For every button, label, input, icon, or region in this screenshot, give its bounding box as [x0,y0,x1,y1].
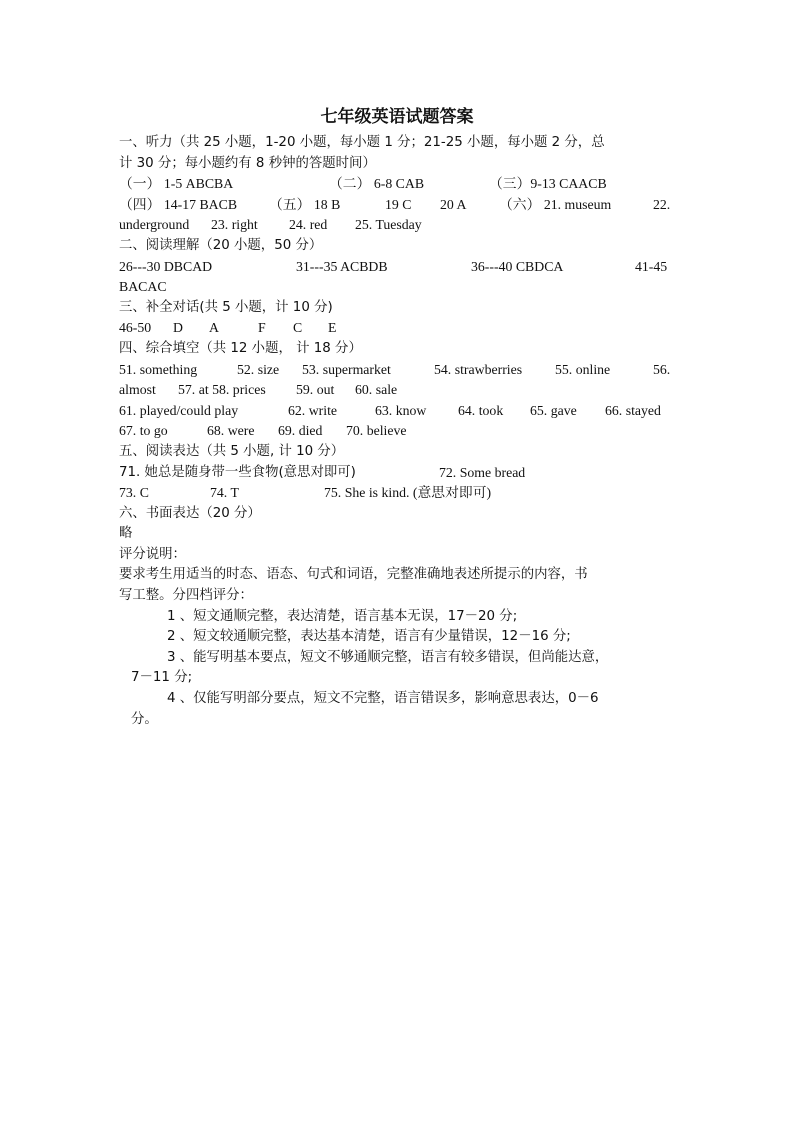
s4-row3 [119,401,675,422]
answer-group: 55. online [555,361,611,377]
grade-level-4-line2: 分。 [131,711,158,727]
answer-group: 31---35 ACBDB [296,258,388,274]
answer-group: 22. [653,196,671,212]
s4-row1 [119,360,675,381]
answer-document [119,103,675,730]
answer-group: 70. believe [346,423,407,439]
answer-group: 20 A [440,196,467,212]
answer-group: 26---30 DBCAD [119,258,213,274]
grade-level-4-line1: 4 、仅能写明部分要点，短文不完整，语言错误多，影响意思表达，0－6 [167,691,599,707]
s3-heading: 三、补全对话(共 5 小题，计 10 分) [119,299,333,315]
answer-group: 67. to go [119,423,168,439]
grade-level-3-line1: 3 、能写明基本要点，短文不够通顺完整，语言有较多错误，但尚能达意， [167,649,609,665]
answer-group: underground [119,217,190,233]
grade-level-2: 2 、短文较通顺完整，表达基本清楚，语言有少量错误，12－16 分; [167,629,571,645]
answer-group: 59. out [296,382,335,398]
answer-group: 41-45 [635,258,668,274]
answer-group: 69. died [278,423,323,439]
answer-group: （二） 6-8 CAB [329,176,425,192]
s6-requirement-line1: 要求考生用适当的时态、语态、句式和词语，完整准确地表述所提示的内容，书 [119,567,588,583]
answer-group: 71. 她总是随身带一些食物(意思对即可) [119,464,356,480]
answer-group: 72. Some bread [439,464,526,480]
s1-row3 [119,215,675,236]
answer-group: 68. were [207,423,255,439]
answer-group: 56. [653,361,671,377]
s6-omit: 略 [119,526,133,542]
answer-group: 66. stayed [605,402,661,418]
s1-row1 [119,174,675,195]
s5-row1 [119,463,675,484]
s3-row1 [119,318,675,339]
answer-group: F [258,320,266,336]
s4-row2 [119,380,675,401]
answer-group: almost [119,382,156,398]
answer-group: 51. something [119,361,198,377]
answer-group: 52. size [237,361,280,377]
answer-group: 36---40 CBDCA [471,258,564,274]
answer-group: 61. played/could play [119,402,239,418]
s2-heading: 二、阅读理解（20 小题，50 分） [119,237,323,253]
grade-level-3-line2: 7－11 分; [131,670,193,686]
answer-group: 25. Tuesday [355,217,422,233]
answer-group: 75. She is kind. (意思对即可) [324,485,492,501]
answer-group: 46-50 [119,320,152,336]
answer-group: D [173,320,183,336]
answer-group: 65. gave [530,402,577,418]
answer-group: 60. sale [355,382,398,398]
s1-heading-a: 一、听力（共 25 小题，1-20 小题，每小题 1 分；21-25 小题，每小题 2 分，总 [119,135,605,150]
s5-row2 [119,483,675,504]
s6-heading: 六、书面表达（20 分） [119,505,261,521]
answer-group: （一） 1-5 ABCBA [119,176,234,192]
answer-group: 74. T [210,485,239,501]
s2-row2: BACAC [119,279,167,295]
s6-notes-heading: 评分说明： [119,546,186,562]
s4-heading: 四、综合填空（共 12 小题， 计 18 分） [119,340,362,356]
answer-group: 62. write [288,402,338,418]
answer-group: 64. took [458,402,504,418]
answer-group: （五） 18 B [269,196,341,212]
page-title: 七年级英语试题答案 [320,107,474,127]
answer-group: C [293,320,303,336]
s1-heading-line1 [119,133,675,154]
answer-group: 54. strawberries [434,361,523,377]
answer-group: （四） 14-17 BACB [119,196,238,212]
s1-row2 [119,195,675,216]
s2-row1 [119,257,675,278]
grade-level-1: 1 、短文通顺完整，表达清楚，语言基本无误，17－20 分; [167,608,518,624]
answer-group: E [328,320,337,336]
answer-group: 63. know [375,402,427,418]
answer-group: 73. C [119,485,149,501]
answer-group: 19 C [385,196,412,212]
s4-row4 [119,421,675,442]
s6-requirement-line2: 写工整。分四档评分： [119,588,253,604]
answer-group: 57. at 58. prices [178,382,266,398]
answer-group: 53. supermarket [302,361,391,377]
answer-group: A [209,320,219,336]
s1-heading-line2: 计 30 分；每小题约有 8 秒钟的答题时间） [119,155,376,171]
answer-group: （六） 21. museum [499,196,612,212]
answer-group: 24. red [289,217,328,233]
answer-group: （三）9-13 CAACB [489,176,607,192]
answer-group: 23. right [211,217,258,233]
s5-heading: 五、阅读表达（共 5 小题, 计 10 分） [119,443,345,459]
